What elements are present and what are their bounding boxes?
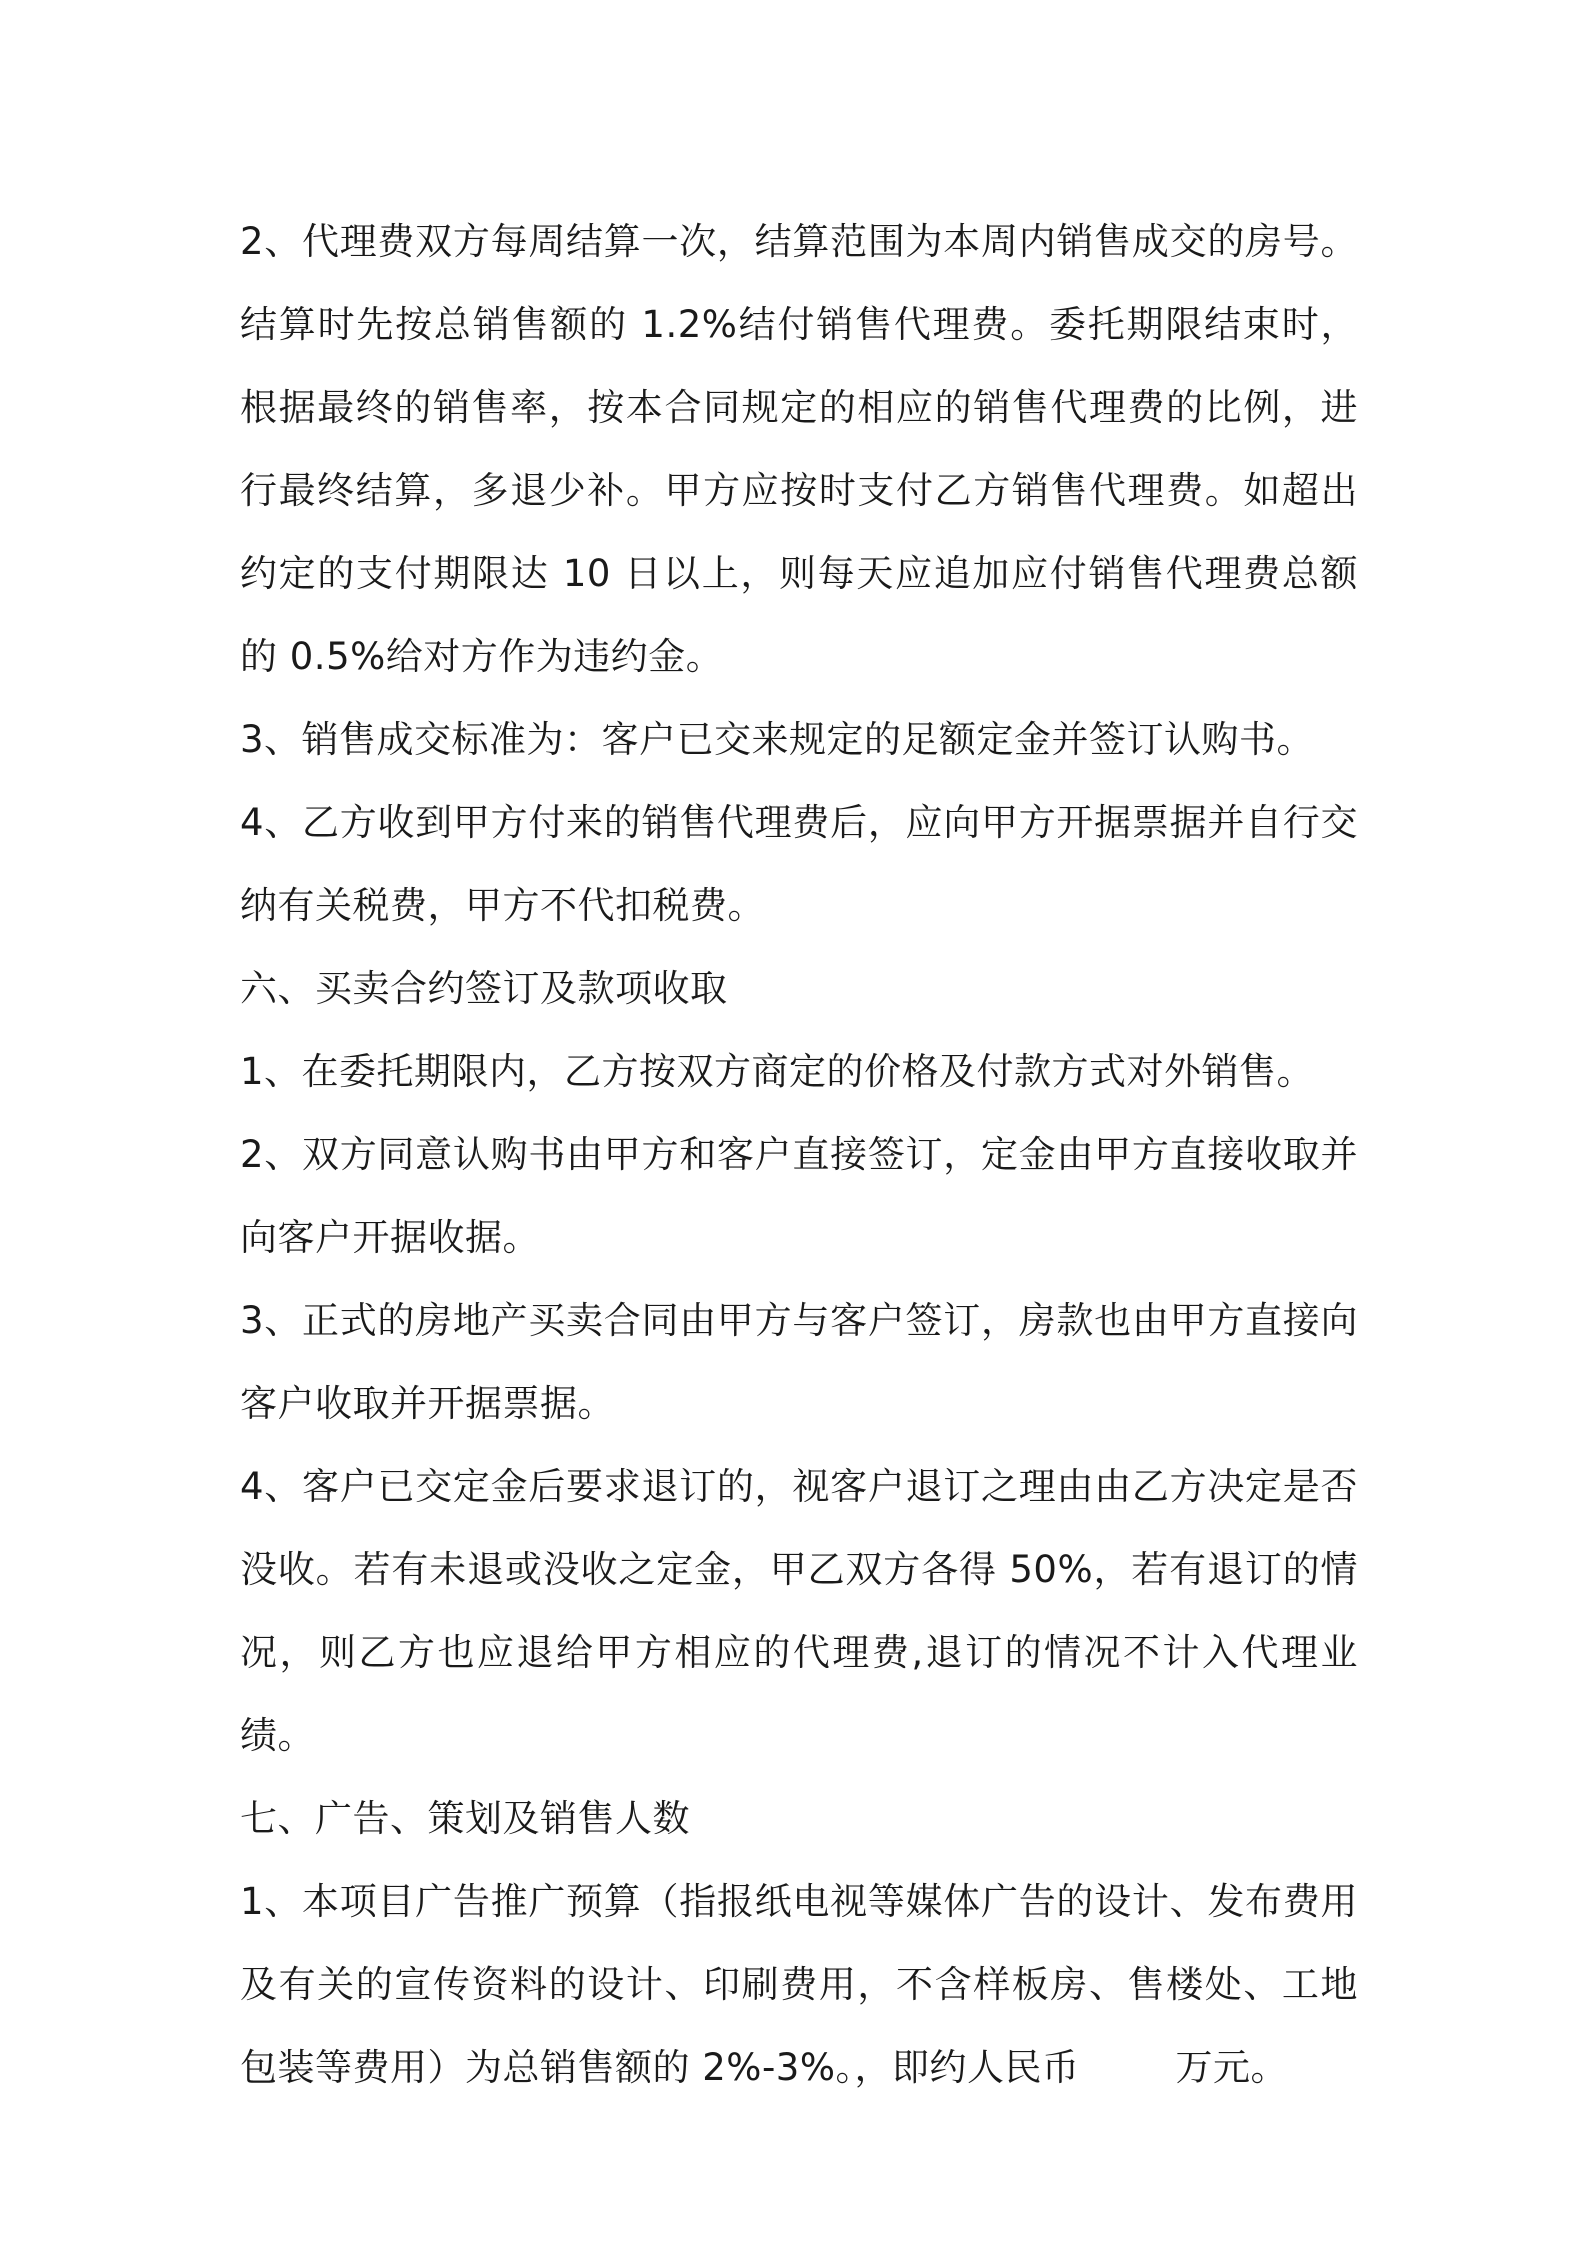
clause-sale-standard: 3、销售成交标准为：客户已交来规定的足额定金并签订认购书。 [240,718,1315,761]
clause-agency-fee-settlement: 2、代理费双方每周结算一次，结算范围为本周内销售成交的房号。结算时先按总销售额的 1.2%结付销售代理费。委托期限结束时，根据最终的销售率，按本合同规定的相应的销售代理费的比例，进行最终结算，多退少补。甲方应按时支付乙方销售代理费。如超出约定的支付期限达 10 日以上，则每天应追加应付销售代理费总额的 0.5%给对方作为违约金。 [240,220,1358,678]
clause-ad-budget-unit: 万元。 [1175,2046,1289,2089]
section-heading-seven: 七、广告、策划及销售人数 [240,1797,690,1840]
clause-sale-within-term: 1、在委托期限内，乙方按双方商定的价格及付款方式对外销售。 [240,1050,1315,1093]
clause-invoice-tax: 4、乙方收到甲方付来的销售代理费后，应向甲方开据票据并自行交纳有关税费，甲方不代扣税费。 [240,801,1358,927]
clause-purchase-contract: 3、正式的房地产买卖合同由甲方与客户签订，房款也由甲方直接向客户收取并开据票据。 [240,1299,1358,1425]
section-heading-six: 六、买卖合约签订及款项收取 [240,967,728,1010]
clause-ad-budget-text: 1、本项目广告推广预算（指报纸电视等媒体广告的设计、发布费用及有关的宣传资料的设计、印刷费用，不含样板房、售楼处、工地包装等费用）为总销售额的 2%-3%。，即约人民币 [240,1880,1358,2089]
clause-cancellation: 4、客户已交定金后要求退订的，视客户退订之理由由乙方决定是否没收。若有未退或没收之定金，甲乙双方各得 50%，若有退订的情况，则乙方也应退给甲方相应的代理费,退订的情况不计入代理业绩。 [240,1465,1358,1757]
clause-subscription-deposit: 2、双方同意认购书由甲方和客户直接签订，定金由甲方直接收取并向客户开据收据。 [240,1133,1358,1259]
document-body [240,200,1358,2109]
clause-ad-budget [240,1860,1358,2109]
